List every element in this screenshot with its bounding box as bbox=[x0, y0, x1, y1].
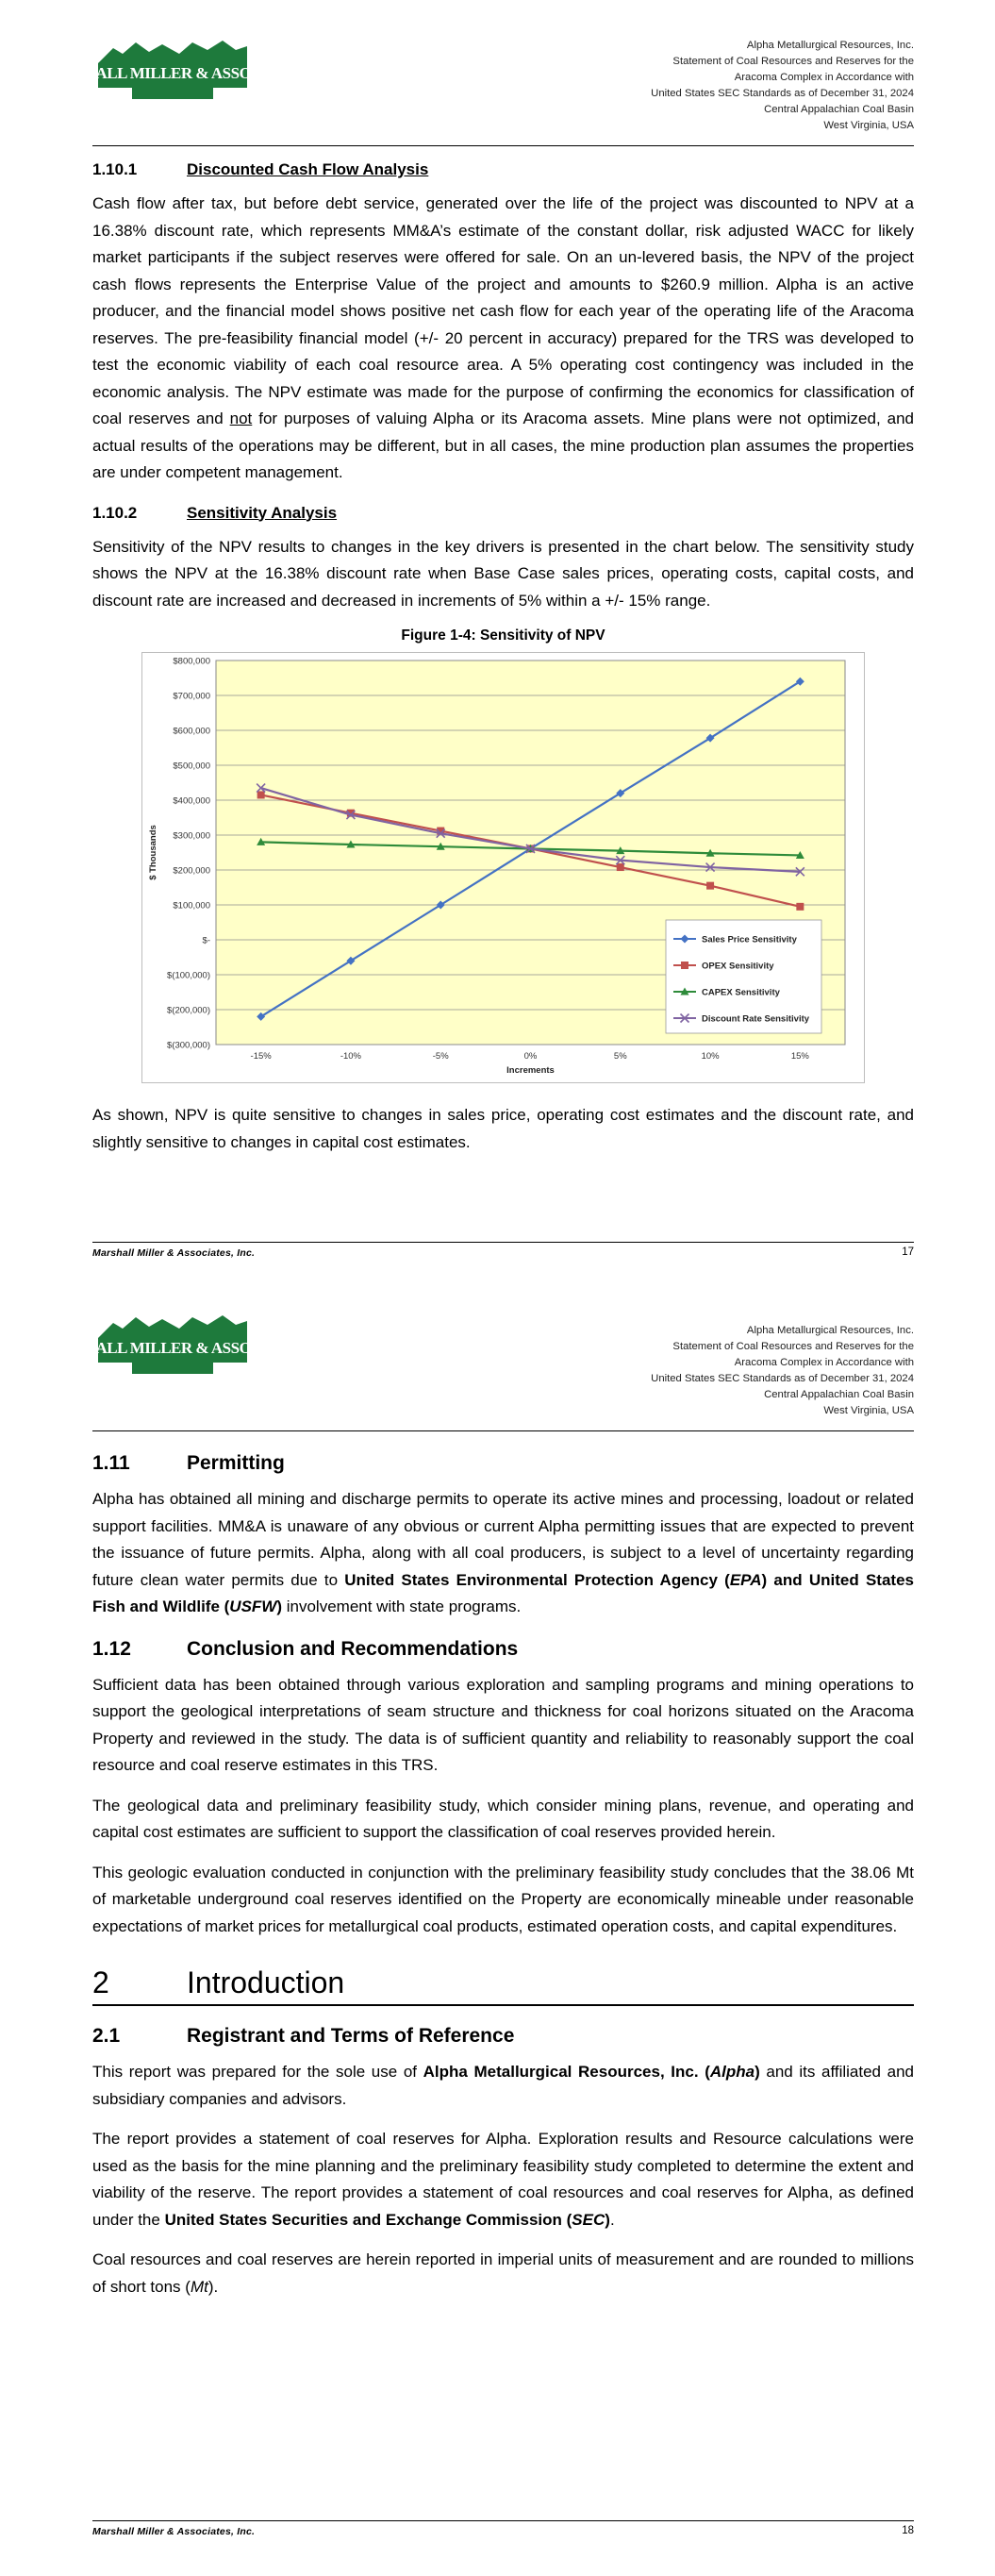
opex-sensitivity-legend-label: OPEX Sensitivity bbox=[702, 961, 774, 972]
section-heading bbox=[92, 1634, 914, 1664]
y-tick-label: $400,000 bbox=[173, 795, 210, 807]
section-heading bbox=[92, 2021, 914, 2051]
company-logo bbox=[38, 35, 307, 101]
section-number: 1.10.1 bbox=[92, 160, 138, 178]
chapter-title: Introduction bbox=[187, 1965, 345, 1999]
section-title: Registrant and Terms of Reference bbox=[187, 2025, 515, 2047]
header-line: Aracoma Complex in Accordance with bbox=[734, 1357, 914, 1368]
footer-rule bbox=[92, 2520, 914, 2521]
header-line: United States SEC Standards as of December 31, 2024 bbox=[651, 1373, 914, 1384]
paragraph: This geologic evaluation conducted in conjunction with the preliminary feasibility study concludes that the 38.06 Mt of marketable underground coal reserves identified on the Property are economically mineable under reasonable expectations of market prices for metallurgical coal products, estimated operation costs, and capital expenditures. bbox=[92, 1863, 914, 1935]
header-line: Statement of Coal Resources and Reserves for the bbox=[672, 1341, 914, 1352]
section-heading bbox=[92, 1448, 914, 1479]
paragraph: The report provides a statement of coal reserves for Alpha. Exploration results and Resource calculations were used as the basis for the mine planning and the preliminary feasibility study completed to determine the extent and viability of the reserve. The report provides a statement of coal resources and coal reserves for Alpha, as defined under the United States Securities and Exchange Commission (SEC). bbox=[92, 2130, 914, 2229]
section-title: Conclusion and Recommendations bbox=[187, 1637, 519, 1660]
y-tick-label: $500,000 bbox=[173, 761, 210, 772]
header-line: United States SEC Standards as of December 31, 2024 bbox=[651, 88, 914, 99]
page-18-body bbox=[92, 1448, 914, 2314]
page-18 bbox=[0, 1279, 995, 2576]
paragraph: The geological data and preliminary feasibility study, which consider mining plans, revenue, and operating and capital cost estimates are sufficient to support the classification of coal reserves provided herein. bbox=[92, 1796, 914, 1841]
chapter-number: 2 bbox=[92, 1965, 109, 1999]
x-tick-label: 0% bbox=[523, 1051, 538, 1062]
footer-rule bbox=[92, 1242, 914, 1243]
paragraph: Cash flow after tax, but before debt service, generated over the life of the project was discounted to NPV at a 16.38% discount rate, which represents MM&A’s estimate of the constant dollar, risk adjusted WACC for likely market participants if the subject reserves were offered for sale. On an un-levered basis, the NPV of the project cash flows represents the Enterprise Value of the project and amounts to $260.9 million. Alpha is an active producer, and the financial model shows positive net cash flow for each year of the operating life of the Aracoma reserves. The pre-feasibility financial model (+/- 20 percent in accuracy) prepared for the TRS was developed to test the economic viability of each coal resource area. A 5% operating cost contingency was included in the economic analysis. The NPV estimate was made for the purpose of confirming the economics for classification of coal reserves and not for purposes of valuing Alpha or its Aracoma assets. Mine plans were not optimized, and actual results of the operations may be different, but in all cases, the mine production plan assumes the properties are under competent management. bbox=[92, 194, 914, 481]
header-line: Alpha Metallurgical Resources, Inc. bbox=[746, 1325, 914, 1336]
y-tick-label: $100,000 bbox=[173, 900, 210, 912]
y-tick-label: $- bbox=[202, 935, 210, 946]
paragraph: Sufficient data has been obtained through various exploration and sampling programs and mining operations to support the geological interpretations of seam structure and thickness for coal horizons situated on the Aracoma Property and reviewed in the study. The data is of sufficient quantity and reliability to reasonably support the coal resource and coal reserve estimates in this TRS. bbox=[92, 1675, 914, 1774]
header-line: Central Appalachian Coal Basin bbox=[764, 104, 914, 115]
page-number: 18 bbox=[902, 2525, 914, 2536]
capex-sensitivity-legend-label: CAPEX Sensitivity bbox=[702, 987, 780, 998]
paragraph: This report was prepared for the sole use of Alpha Metallurgical Resources, Inc. (Alpha) and its affiliated and subsidiary companies and advisors. bbox=[92, 2063, 915, 2108]
logo-text: MARSHALL MILLER & ASSOCIATES bbox=[38, 64, 307, 82]
opex-sensitivity-point bbox=[617, 863, 624, 871]
sales-price-sensitivity-legend-label: Sales Price Sensitivity bbox=[702, 934, 797, 945]
header-line: Aracoma Complex in Accordance with bbox=[734, 72, 914, 83]
section-number: 1.10.2 bbox=[92, 503, 138, 522]
opex-sensitivity-point bbox=[706, 882, 714, 890]
npv-sensitivity-chart bbox=[141, 652, 865, 1083]
header-line: Central Appalachian Coal Basin bbox=[764, 1389, 914, 1400]
page-number: 17 bbox=[902, 1246, 914, 1258]
y-tick-label: $(200,000) bbox=[167, 1005, 210, 1016]
x-tick-label: -15% bbox=[250, 1051, 272, 1062]
section-title: Sensitivity Analysis bbox=[187, 503, 338, 522]
footer-company: Marshall Miller & Associates, Inc. bbox=[92, 1247, 256, 1259]
x-tick-label: 5% bbox=[613, 1051, 627, 1062]
x-tick-label: 10% bbox=[701, 1051, 720, 1062]
section-number: 1.11 bbox=[92, 1452, 130, 1474]
x-tick-label: -10% bbox=[340, 1051, 362, 1062]
opex-sensitivity-legend-marker bbox=[681, 962, 688, 969]
footer-company: Marshall Miller & Associates, Inc. bbox=[92, 2526, 256, 2537]
paragraph: Alpha has obtained all mining and discharge permits to operate its active mines and processing, loadout or related support facilities. MM&A is unaware of any obvious or current Alpha permitting issues that are expected to prevent the issuance of future permits. Alpha, along with all coal producers, is subject to a level of uncertainty regarding future clean water permits due to United States Environmental Protection Agency (EPA) and United States Fish and Wildlife (USFW) involvement with state programs. bbox=[92, 1490, 914, 1615]
section-heading bbox=[92, 500, 914, 527]
section-title: Discounted Cash Flow Analysis bbox=[187, 160, 429, 178]
discount-rate-sensitivity-legend-label: Discount Rate Sensitivity bbox=[702, 1013, 810, 1025]
chapter-heading bbox=[92, 1961, 914, 2006]
section-number: 2.1 bbox=[92, 2025, 121, 2047]
y-tick-label: $(300,000) bbox=[167, 1040, 210, 1051]
header-rule bbox=[92, 1430, 914, 1431]
section-number: 1.12 bbox=[92, 1637, 131, 1660]
x-tick-label: 15% bbox=[790, 1051, 809, 1062]
paragraph: Coal resources and coal reserves are herein reported in imperial units of measurement and are rounded to millions of short tons (Mt). bbox=[92, 2250, 914, 2296]
opex-sensitivity-point bbox=[796, 903, 804, 911]
header-line: Alpha Metallurgical Resources, Inc. bbox=[746, 40, 914, 51]
page-17-body bbox=[92, 157, 914, 1169]
page-header bbox=[651, 38, 914, 134]
y-tick-label: $600,000 bbox=[173, 726, 210, 737]
header-line: West Virginia, USA bbox=[823, 120, 914, 131]
opex-sensitivity-point bbox=[257, 791, 265, 798]
header-rule bbox=[92, 145, 914, 146]
y-tick-label: $700,000 bbox=[173, 691, 210, 702]
y-tick-label: $800,000 bbox=[173, 656, 210, 667]
header-line: West Virginia, USA bbox=[823, 1405, 914, 1416]
x-axis-title: Increments bbox=[506, 1065, 555, 1076]
page-header bbox=[651, 1323, 914, 1419]
y-tick-label: $200,000 bbox=[173, 865, 210, 877]
paragraph: Sensitivity of the NPV results to changes in the key drivers is presented in the chart below. The sensitivity study shows the NPV at the 16.38% discount rate when Base Case sales prices, operating costs, capital costs, and discount rate are increased and decreased in increments of 5% within a +/- 15% range. bbox=[92, 537, 914, 610]
section-title: Permitting bbox=[187, 1452, 285, 1474]
y-axis-title: $ Thousands bbox=[148, 825, 158, 880]
logo-text: MARSHALL MILLER & ASSOCIATES bbox=[38, 1339, 307, 1357]
y-tick-label: $(100,000) bbox=[167, 970, 210, 981]
paragraph: As shown, NPV is quite sensitive to changes in sales price, operating cost estimates and the discount rate, and slightly sensitive to changes in capital cost estimates. bbox=[92, 1106, 914, 1151]
chart-svg bbox=[142, 653, 864, 1082]
page-17 bbox=[0, 0, 995, 1279]
section-heading bbox=[92, 157, 914, 183]
y-tick-label: $300,000 bbox=[173, 830, 210, 842]
figure-caption: Figure 1-4: Sensitivity of NPV bbox=[401, 627, 605, 644]
x-tick-label: -5% bbox=[432, 1051, 449, 1062]
company-logo bbox=[38, 1310, 307, 1376]
header-line: Statement of Coal Resources and Reserves for the bbox=[672, 56, 914, 67]
